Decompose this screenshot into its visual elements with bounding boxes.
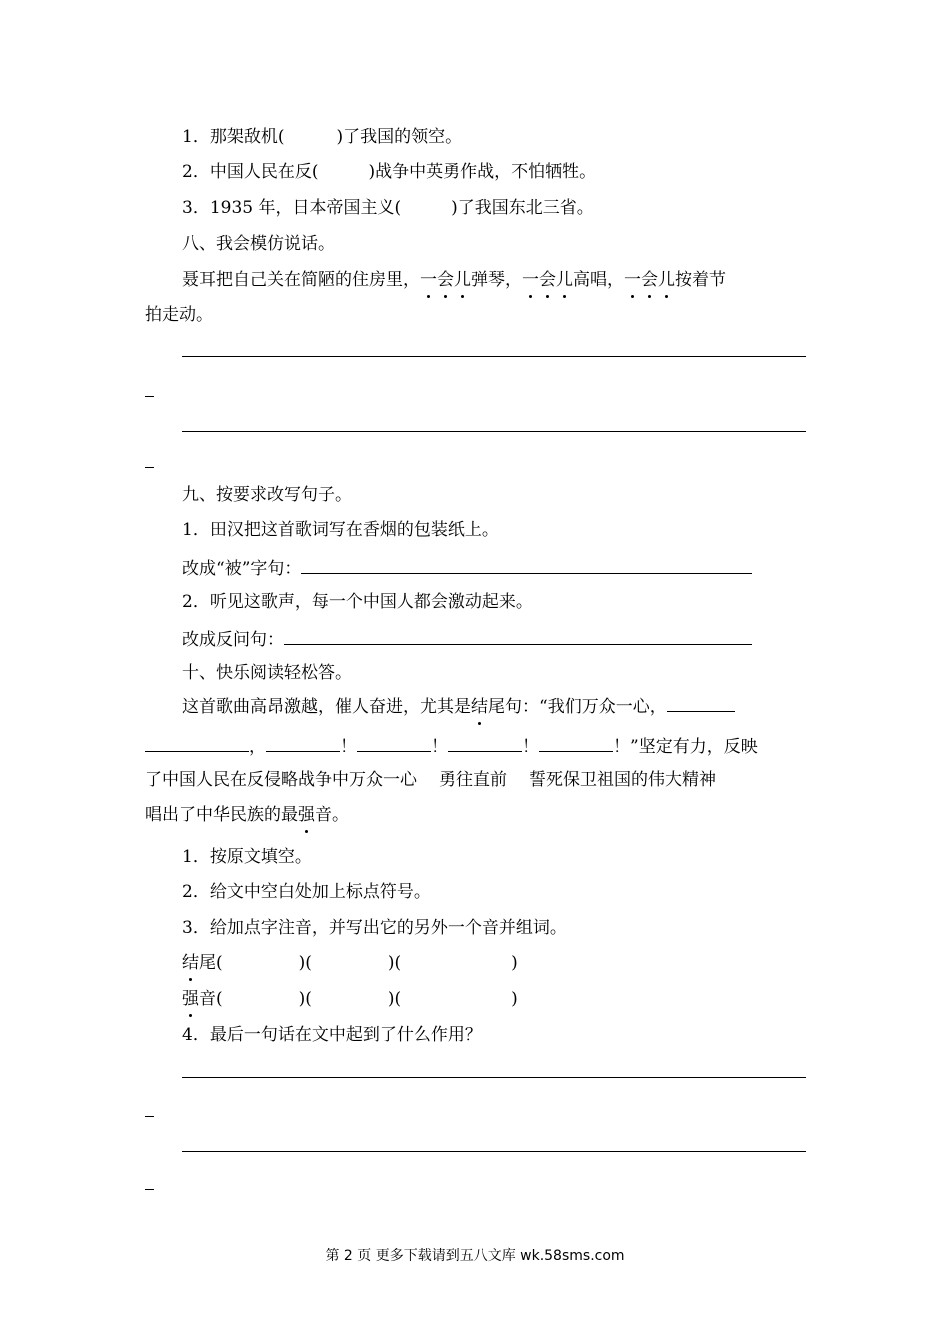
q9-rewrite-question: 改成反问句： xyxy=(182,626,752,652)
q10-answer-line-1-tail xyxy=(145,1116,154,1117)
q9-item-1: 1．田汉把这首歌词写在香烟的包装纸上。 xyxy=(182,520,499,540)
q10-pinyin-row-qiangyin: 强音( )( )( ) xyxy=(182,989,518,1009)
q10-blank-3[interactable] xyxy=(266,733,340,752)
q10-passage-line-2: ， ！ ！ ！ ！”坚定有力，反映 xyxy=(145,733,758,759)
q8-heading: 八、我会模仿说话。 xyxy=(182,234,335,254)
q10-answer-line-2-tail xyxy=(145,1189,154,1190)
q8-answer-line-2-tail xyxy=(145,467,154,468)
q10-passage-line-1: 这首歌曲高昂激越，催人奋进，尤其是结尾句：“我们万众一心， xyxy=(182,693,735,719)
q10-sub-4: 4．最后一句话在文中起到了什么作用？ xyxy=(182,1025,482,1045)
q10-answer-line-1[interactable] xyxy=(182,1077,806,1078)
page-footer: 第 2 页 更多下载请到五八文库 wk.58sms.com xyxy=(325,1248,625,1264)
q10-blank-4[interactable] xyxy=(357,733,431,752)
q10-blank-1[interactable] xyxy=(667,693,735,712)
q10-blank-2[interactable] xyxy=(145,733,249,752)
q10-pinyin-row-jiewei: 结尾( )( )( ) xyxy=(182,953,518,973)
q8-answer-line-1-tail xyxy=(145,396,154,397)
q10-passage-line-4: 唱出了中华民族的最强音。 xyxy=(145,805,349,825)
q9-rewrite-passive: 改成“被”字句： xyxy=(182,555,752,581)
q10-blank-6[interactable] xyxy=(539,733,613,752)
q10-heading: 十、快乐阅读轻松答。 xyxy=(182,663,352,683)
q10-blank-5[interactable] xyxy=(448,733,522,752)
q8-sentence: 聂耳把自己关在简陋的住房里，一会儿弹琴，一会儿高唱，一会儿按着节 xyxy=(182,270,726,290)
q9-item-2: 2．听见这歌声，每一个中国人都会激动起来。 xyxy=(182,592,533,612)
q10-answer-line-2[interactable] xyxy=(182,1151,806,1152)
q7-item-3: 3．1935 年，日本帝国主义( )了我国东北三省。 xyxy=(182,198,594,218)
q8-sentence-cont: 拍走动。 xyxy=(145,305,213,325)
q8-answer-line-1[interactable] xyxy=(182,356,806,357)
q7-item-1: 1．那架敌机( )了我国的领空。 xyxy=(182,127,463,147)
q8-answer-line-2[interactable] xyxy=(182,431,806,432)
q9-answer-blank-2[interactable] xyxy=(284,626,752,645)
q10-sub-2: 2．给文中空白处加上标点符号。 xyxy=(182,882,431,902)
q7-item-2: 2．中国人民在反( )战争中英勇作战，不怕牺牲。 xyxy=(182,162,597,182)
q9-heading: 九、按要求改写句子。 xyxy=(182,485,352,505)
q9-answer-blank-1[interactable] xyxy=(301,555,752,574)
q10-passage-line-3: 了中国人民在反侵略战争中万众一心 勇往直前 誓死保卫祖国的伟大精神 xyxy=(145,770,716,790)
q10-sub-1: 1．按原文填空。 xyxy=(182,847,312,867)
q10-sub-3: 3．给加点字注音，并写出它的另外一个音并组词。 xyxy=(182,918,567,938)
